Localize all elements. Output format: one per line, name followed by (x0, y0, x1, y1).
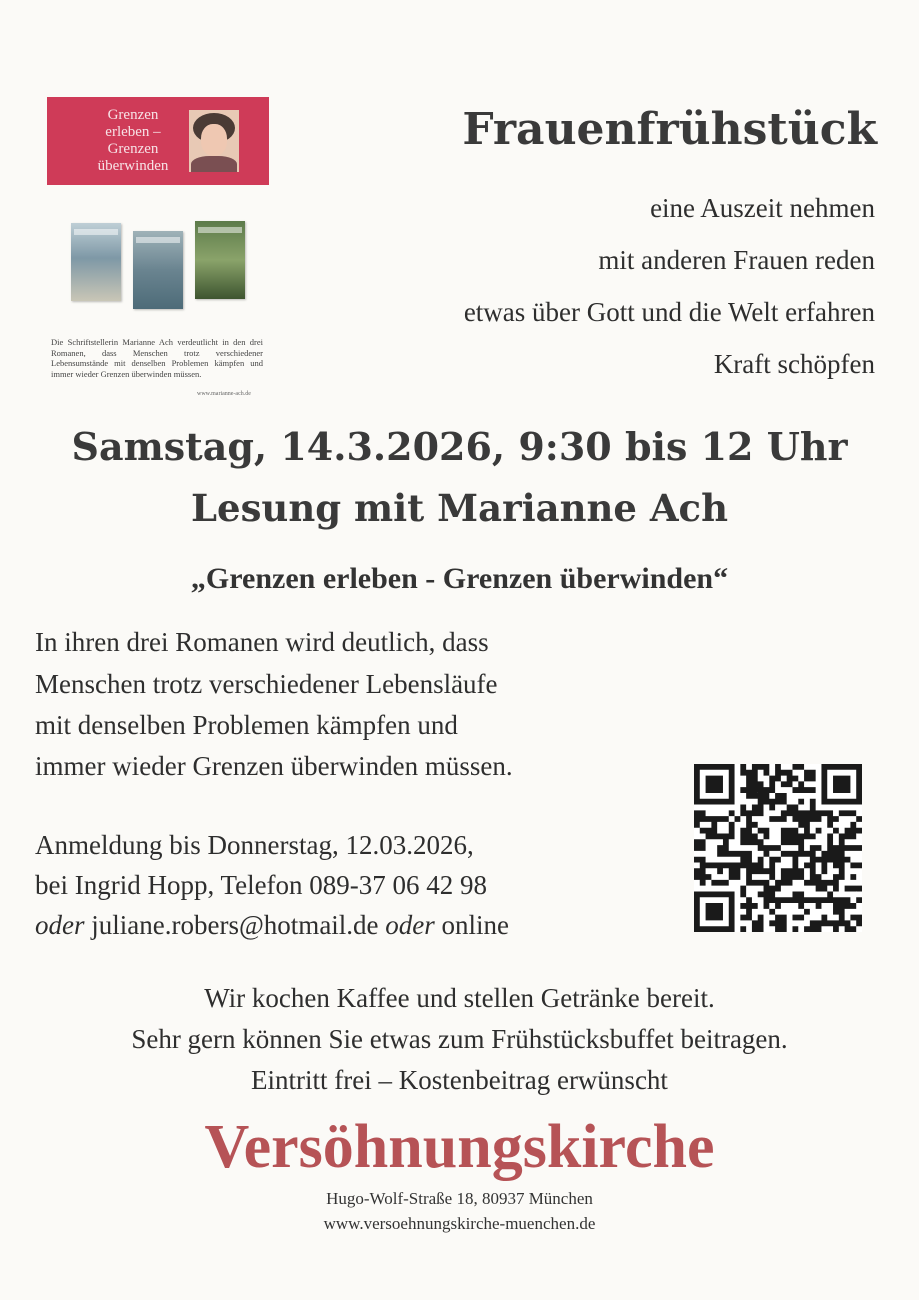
note-line: Wir kochen Kaffee und stellen Getränke bereit. (204, 983, 715, 1013)
or-word: oder (35, 910, 85, 940)
church-website[interactable]: www.versoehnungskirche-muenchen.de (323, 1214, 596, 1233)
tagline: Kraft schöpfen (713, 349, 875, 379)
or-word: oder (385, 910, 435, 940)
author-portrait (189, 110, 239, 172)
note-line: Eintritt frei – Kostenbeitrag erwünscht (251, 1065, 668, 1095)
tagline: mit anderen Frauen reden (598, 245, 875, 275)
registration-alternatives (35, 910, 509, 941)
tagline: eine Auszeit nehmen (650, 193, 875, 223)
flyer-url: www.marianne-ach.de (197, 391, 251, 397)
description-line: mit denselben Problemen kämpfen und (35, 710, 458, 740)
description-line: Menschen trotz verschiedener Lebensläufe (35, 669, 498, 699)
banner-line: überwinden (97, 158, 169, 174)
qr-modules (694, 764, 862, 932)
qr-code-graphic (694, 764, 862, 932)
qr-code-icon[interactable] (694, 764, 862, 932)
banner-line: erleben – (105, 124, 161, 140)
flyer-banner-text (73, 107, 193, 175)
event-date-time: Samstag, 14.3.2026, 9:30 bis 12 Uhr (71, 424, 848, 469)
page-title: Frauenfrühstück (462, 104, 877, 155)
registration-deadline: Anmeldung bis Donnerstag, 12.03.2026, (35, 830, 474, 860)
flyer-banner (47, 97, 269, 185)
banner-line: Grenzen (107, 107, 159, 123)
registration-email[interactable]: juliane.robers@hotmail.de (91, 910, 379, 940)
book-cover-3 (195, 221, 245, 299)
event-reading: Lesung mit Marianne Ach (191, 486, 728, 530)
description-line: In ihren drei Romanen wird deutlich, dass (35, 627, 489, 657)
book-cover-1 (71, 223, 121, 301)
note-line: Sehr gern können Sie etwas zum Frühstücksbuffet beitragen. (131, 1024, 788, 1054)
flyer-caption: Die Schriftstellerin Marianne Ach verdeutlicht in den drei Romanen, dass Menschen trotz verschiedener Lebensumstände mit denselben Problemen kämpfen und immer wieder Grenzen überwinden müssen. (51, 337, 263, 379)
church-address: Hugo-Wolf-Straße 18, 80937 München (326, 1189, 593, 1208)
church-name: Versöhnungskirche (204, 1113, 715, 1181)
registration-contact: bei Ingrid Hopp, Telefon 089-37 06 42 98 (35, 870, 488, 900)
description-line: immer wieder Grenzen überwinden müssen. (35, 751, 513, 781)
registration-online: online (441, 910, 510, 940)
reading-title: „Grenzen erleben - Grenzen überwinden“ (190, 562, 729, 595)
banner-line: Grenzen (107, 141, 159, 157)
tagline: etwas über Gott und die Welt erfahren (463, 297, 875, 327)
flyer-image (47, 97, 269, 402)
book-cover-2 (133, 231, 183, 309)
